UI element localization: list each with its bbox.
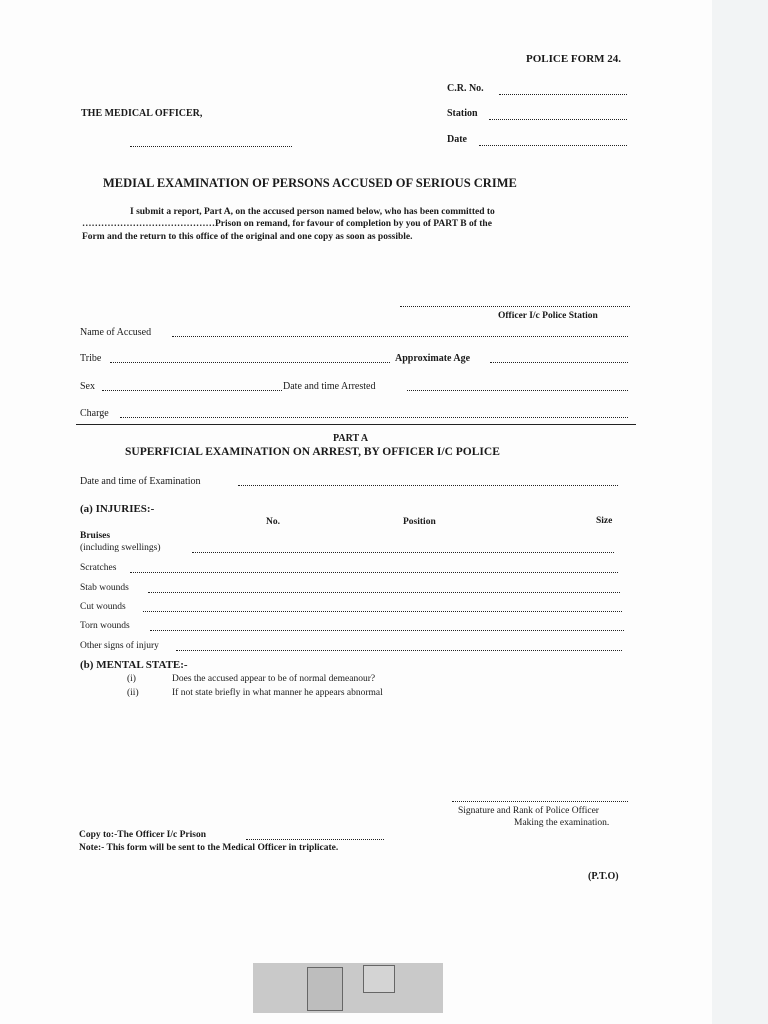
charge-label: Charge xyxy=(80,408,109,419)
intro-line-3: Form and the return to this office of the original and one copy as soon as possible. xyxy=(82,232,413,242)
other-label: Other signs of injury xyxy=(80,641,159,651)
copy-to-line[interactable] xyxy=(246,839,384,840)
bleed-through-text xyxy=(192,36,195,51)
date-line[interactable] xyxy=(479,145,627,146)
part-a-label: PART A xyxy=(333,433,369,444)
torn-label: Torn wounds xyxy=(80,621,130,631)
station-line[interactable] xyxy=(489,119,627,120)
pto: (P.T.O) xyxy=(588,871,619,882)
cr-no-label: C.R. No. xyxy=(447,83,484,94)
torn-line[interactable] xyxy=(150,630,624,631)
scan-stamp-image xyxy=(253,963,443,1013)
scratches-label: Scratches xyxy=(80,563,117,573)
section-divider xyxy=(76,424,636,425)
tribe-line[interactable] xyxy=(110,362,390,363)
age-label: Approximate Age xyxy=(395,353,471,364)
copy-to: Copy to:-The Officer I/c Prison xyxy=(79,830,206,840)
stab-line[interactable] xyxy=(148,592,620,593)
form-title: MEDIAL EXAMINATION OF PERSONS ACCUSED OF SERIOUS CRIME xyxy=(103,176,517,190)
age-line[interactable] xyxy=(490,362,628,363)
footer-note: Note:- This form will be sent to the Medical Officer in triplicate. xyxy=(79,843,339,853)
mental-ii-num: (ii) xyxy=(127,688,139,698)
mental-heading: (b) MENTAL STATE:- xyxy=(80,659,188,671)
bruises-label: Bruises xyxy=(80,531,111,541)
mental-i-num: (i) xyxy=(127,674,136,684)
sex-line[interactable] xyxy=(102,390,282,391)
name-line[interactable] xyxy=(172,336,628,337)
addressee-line[interactable] xyxy=(130,146,292,147)
officer-label: Officer I/c Police Station xyxy=(498,311,598,321)
bruises-sub-label: (including swellings) xyxy=(80,543,161,553)
cr-no-line[interactable] xyxy=(499,94,627,95)
station-label: Station xyxy=(447,108,478,119)
cut-label: Cut wounds xyxy=(80,602,126,612)
arrested-label: Date and time Arrested xyxy=(283,381,376,392)
cut-line[interactable] xyxy=(143,611,622,612)
bruises-line[interactable] xyxy=(192,552,614,553)
col-position: Position xyxy=(403,517,436,527)
other-line[interactable] xyxy=(176,650,622,651)
exam-date-label: Date and time of Examination xyxy=(80,476,201,487)
injuries-heading: (a) INJURIES:- xyxy=(80,503,155,515)
officer-signature-line[interactable] xyxy=(400,306,630,307)
examiner-signature-line[interactable] xyxy=(452,801,628,802)
stab-label: Stab wounds xyxy=(80,583,129,593)
charge-line[interactable] xyxy=(120,417,628,418)
arrested-line[interactable] xyxy=(407,390,628,391)
stamp-mark xyxy=(307,967,343,1011)
scratches-line[interactable] xyxy=(130,572,618,573)
intro-line-1: I submit a report, Part A, on the accused person named below, who has been committed to xyxy=(130,207,495,217)
mental-i-text: Does the accused appear to be of normal demeanour? xyxy=(172,674,376,684)
stamp-mark xyxy=(363,965,395,993)
part-a-heading: SUPERFICIAL EXAMINATION ON ARREST, BY OFFICER I/C POLICE xyxy=(125,446,500,458)
tribe-label: Tribe xyxy=(80,353,102,364)
name-label: Name of Accused xyxy=(80,327,152,338)
sex-label: Sex xyxy=(80,381,95,392)
intro-line-2: ……………………………………Prison on remand, for favour of completion by you of PART B of the xyxy=(82,219,492,229)
exam-date-line[interactable] xyxy=(238,485,618,486)
form-number: POLICE FORM 24. xyxy=(526,53,622,65)
signature-line-1: Signature and Rank of Police Officer xyxy=(458,806,599,816)
date-label: Date xyxy=(447,134,467,145)
col-no: No. xyxy=(266,517,280,527)
mental-ii-text: If not state briefly in what manner he appears abnormal xyxy=(172,688,383,698)
signature-line-2: Making the examination. xyxy=(514,818,610,828)
col-size: Size xyxy=(596,516,613,526)
addressee: THE MEDICAL OFFICER, xyxy=(81,108,203,119)
